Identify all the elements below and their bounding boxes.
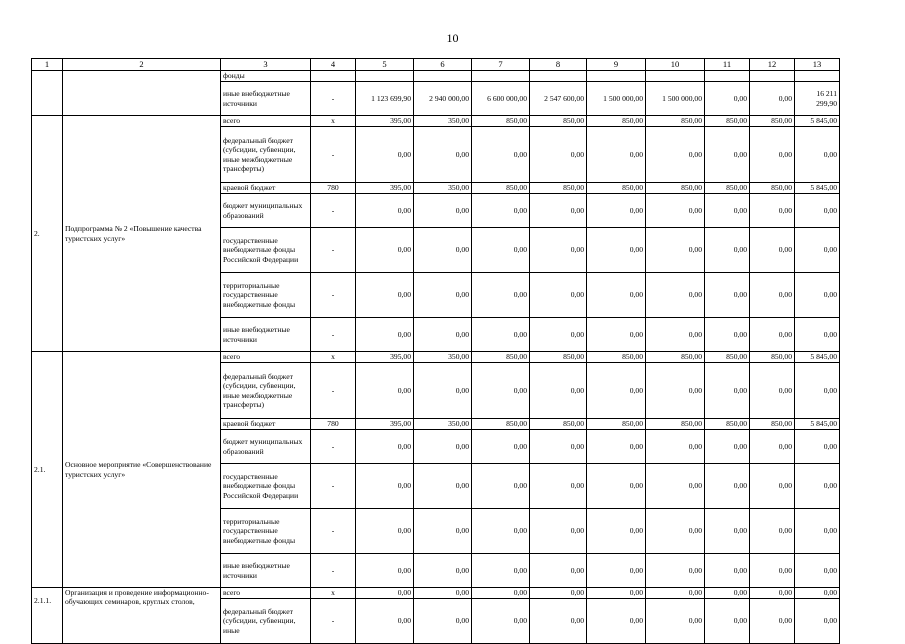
amount-cell: 0,00 <box>472 554 530 588</box>
amount-cell: 850,00 <box>750 352 795 363</box>
col-4-code: - <box>311 554 356 588</box>
amount-cell: 850,00 <box>646 116 705 127</box>
amount-cell: 0,00 <box>530 554 587 588</box>
amount-cell: 0,00 <box>472 228 530 273</box>
col-4-code: - <box>311 82 356 116</box>
col-4-code <box>311 71 356 82</box>
amount-cell: 0,00 <box>587 509 646 554</box>
amount-cell: 850,00 <box>705 116 750 127</box>
amount-cell: 0,00 <box>705 318 750 352</box>
amount-cell: 0,00 <box>587 430 646 464</box>
continued-name-cell <box>63 71 221 116</box>
amount-cell: 0,00 <box>472 194 530 228</box>
column-header-3: 3 <box>221 59 311 71</box>
col-4-code: - <box>311 194 356 228</box>
amount-cell: 0,00 <box>795 599 840 644</box>
amount-cell: 0,00 <box>705 228 750 273</box>
amount-cell: 1 500 000,00 <box>587 82 646 116</box>
amount-cell: 0,00 <box>795 318 840 352</box>
col-4-code: x <box>311 352 356 363</box>
amount-cell <box>414 71 472 82</box>
amount-cell: 6 600 000,00 <box>472 82 530 116</box>
amount-cell: 0,00 <box>356 588 414 599</box>
amount-cell: 0,00 <box>795 273 840 318</box>
funding-source: иные внебюджетные источники <box>221 554 311 588</box>
funding-source: территориальные государственные внебюджетные фонды <box>221 509 311 554</box>
amount-cell: 0,00 <box>750 273 795 318</box>
amount-cell: 0,00 <box>472 127 530 183</box>
funding-source: территориальные государственные внебюджетные фонды <box>221 273 311 318</box>
amount-cell: 0,00 <box>414 464 472 509</box>
amount-cell: 0,00 <box>750 194 795 228</box>
funding-source: бюджет муниципальных образований <box>221 430 311 464</box>
amount-cell: 1 123 699,90 <box>356 82 414 116</box>
column-header-6: 6 <box>414 59 472 71</box>
amount-cell: 0,00 <box>530 363 587 419</box>
amount-cell: 850,00 <box>705 183 750 194</box>
amount-cell: 0,00 <box>795 464 840 509</box>
funding-source: краевой бюджет <box>221 419 311 430</box>
amount-cell: 0,00 <box>705 363 750 419</box>
amount-cell: 0,00 <box>705 509 750 554</box>
item-name: Организация и проведение информационно-обучающих семинаров, круглых столов, <box>63 588 221 644</box>
amount-cell: 0,00 <box>414 430 472 464</box>
column-header-5: 5 <box>356 59 414 71</box>
item-name: Подпрограмма № 2 «Повышение качества туристских услуг» <box>63 116 221 352</box>
amount-cell: 0,00 <box>646 273 705 318</box>
amount-cell: 0,00 <box>646 464 705 509</box>
amount-cell: 2 940 000,00 <box>414 82 472 116</box>
col-4-code: 780 <box>311 183 356 194</box>
amount-cell: 0,00 <box>705 127 750 183</box>
amount-cell: 0,00 <box>795 194 840 228</box>
amount-cell: 0,00 <box>530 273 587 318</box>
amount-cell: 0,00 <box>472 509 530 554</box>
col-4-code: - <box>311 273 356 318</box>
amount-cell: 850,00 <box>646 183 705 194</box>
amount-cell: 0,00 <box>705 588 750 599</box>
amount-cell: 395,00 <box>356 183 414 194</box>
amount-cell: 395,00 <box>356 352 414 363</box>
amount-cell: 0,00 <box>750 430 795 464</box>
amount-cell: 0,00 <box>705 599 750 644</box>
funding-source: государственные внебюджетные фонды Российской Федерации <box>221 464 311 509</box>
amount-cell: 350,00 <box>414 352 472 363</box>
amount-cell: 0,00 <box>646 194 705 228</box>
amount-cell: 850,00 <box>587 352 646 363</box>
amount-cell: 350,00 <box>414 116 472 127</box>
amount-cell: 0,00 <box>472 464 530 509</box>
amount-cell: 0,00 <box>414 599 472 644</box>
budget-table <box>31 58 840 644</box>
amount-cell: 850,00 <box>705 419 750 430</box>
funding-source: всего <box>221 352 311 363</box>
table-row <box>32 71 840 82</box>
amount-cell: 850,00 <box>472 183 530 194</box>
amount-cell: 0,00 <box>750 127 795 183</box>
amount-cell <box>795 71 840 82</box>
amount-cell: 350,00 <box>414 419 472 430</box>
amount-cell <box>646 71 705 82</box>
amount-cell: 0,00 <box>356 509 414 554</box>
col-4-code: x <box>311 116 356 127</box>
funding-source: федеральный бюджет (субсидии, субвенции, иные <box>221 599 311 644</box>
amount-cell: 0,00 <box>356 228 414 273</box>
amount-cell: 0,00 <box>795 363 840 419</box>
funding-source: фонды <box>221 71 311 82</box>
amount-cell: 2 547 600,00 <box>530 82 587 116</box>
amount-cell: 0,00 <box>587 554 646 588</box>
amount-cell <box>530 71 587 82</box>
amount-cell: 850,00 <box>472 352 530 363</box>
amount-cell: 0,00 <box>750 599 795 644</box>
amount-cell: 0,00 <box>705 430 750 464</box>
amount-cell <box>472 71 530 82</box>
funding-source: федеральный бюджет (субсидии, субвенции, иные межбюджетные трансферты) <box>221 363 311 419</box>
amount-cell: 0,00 <box>356 127 414 183</box>
amount-cell: 0,00 <box>414 228 472 273</box>
amount-cell: 395,00 <box>356 419 414 430</box>
amount-cell: 0,00 <box>705 82 750 116</box>
amount-cell: 0,00 <box>356 430 414 464</box>
col-4-code: x <box>311 588 356 599</box>
amount-cell: 0,00 <box>587 228 646 273</box>
amount-cell: 0,00 <box>414 127 472 183</box>
col-4-code: - <box>311 430 356 464</box>
amount-cell: 0,00 <box>414 318 472 352</box>
amount-cell: 0,00 <box>750 464 795 509</box>
amount-cell: 0,00 <box>795 228 840 273</box>
amount-cell: 0,00 <box>356 318 414 352</box>
header-row <box>32 59 840 71</box>
amount-cell: 0,00 <box>705 273 750 318</box>
column-header-4: 4 <box>311 59 356 71</box>
column-header-13: 13 <box>795 59 840 71</box>
amount-cell: 0,00 <box>587 588 646 599</box>
amount-cell: 0,00 <box>587 194 646 228</box>
amount-cell: 850,00 <box>750 419 795 430</box>
amount-cell: 0,00 <box>356 194 414 228</box>
amount-cell: 850,00 <box>530 419 587 430</box>
funding-source: иные внебюджетные источники <box>221 82 311 116</box>
table-row <box>32 116 840 127</box>
amount-cell: 0,00 <box>705 464 750 509</box>
column-header-10: 10 <box>646 59 705 71</box>
amount-cell: 850,00 <box>530 352 587 363</box>
amount-cell: 0,00 <box>356 554 414 588</box>
funding-source: всего <box>221 116 311 127</box>
amount-cell: 0,00 <box>414 194 472 228</box>
amount-cell: 0,00 <box>750 228 795 273</box>
amount-cell: 16 211 299,90 <box>795 82 840 116</box>
item-code: 2. <box>32 116 63 352</box>
column-header-7: 7 <box>472 59 530 71</box>
amount-cell: 0,00 <box>472 588 530 599</box>
amount-cell: 0,00 <box>705 554 750 588</box>
amount-cell: 0,00 <box>472 599 530 644</box>
amount-cell: 0,00 <box>414 273 472 318</box>
table-row <box>32 588 840 599</box>
amount-cell: 0,00 <box>530 127 587 183</box>
continued-code-cell <box>32 71 63 116</box>
amount-cell: 0,00 <box>646 318 705 352</box>
amount-cell: 0,00 <box>795 588 840 599</box>
item-code: 2.1.1. <box>32 588 63 644</box>
amount-cell: 0,00 <box>587 599 646 644</box>
amount-cell: 850,00 <box>587 116 646 127</box>
amount-cell: 0,00 <box>530 509 587 554</box>
amount-cell: 850,00 <box>750 116 795 127</box>
col-4-code: - <box>311 599 356 644</box>
amount-cell: 850,00 <box>646 419 705 430</box>
amount-cell: 5 845,00 <box>795 352 840 363</box>
column-header-12: 12 <box>750 59 795 71</box>
funding-source: краевой бюджет <box>221 183 311 194</box>
amount-cell: 0,00 <box>646 127 705 183</box>
amount-cell: 0,00 <box>646 599 705 644</box>
amount-cell: 0,00 <box>530 430 587 464</box>
amount-cell: 0,00 <box>646 588 705 599</box>
amount-cell: 0,00 <box>750 554 795 588</box>
amount-cell: 850,00 <box>705 352 750 363</box>
amount-cell: 0,00 <box>530 588 587 599</box>
amount-cell: 5 845,00 <box>795 116 840 127</box>
amount-cell: 395,00 <box>356 116 414 127</box>
amount-cell: 5 845,00 <box>795 183 840 194</box>
amount-cell: 0,00 <box>414 509 472 554</box>
amount-cell <box>705 71 750 82</box>
amount-cell: 850,00 <box>530 116 587 127</box>
column-header-9: 9 <box>587 59 646 71</box>
amount-cell: 0,00 <box>646 509 705 554</box>
amount-cell: 0,00 <box>646 363 705 419</box>
amount-cell: 850,00 <box>587 419 646 430</box>
amount-cell: 0,00 <box>795 554 840 588</box>
col-4-code: - <box>311 127 356 183</box>
table-row <box>32 352 840 363</box>
item-name: Основное мероприятие «Совершенствование туристских услуг» <box>63 352 221 588</box>
amount-cell: 0,00 <box>530 318 587 352</box>
column-header-2: 2 <box>63 59 221 71</box>
amount-cell: 0,00 <box>414 588 472 599</box>
funding-source: государственные внебюджетные фонды Российской Федерации <box>221 228 311 273</box>
amount-cell: 0,00 <box>646 228 705 273</box>
amount-cell: 0,00 <box>795 430 840 464</box>
amount-cell: 850,00 <box>750 183 795 194</box>
amount-cell: 0,00 <box>587 273 646 318</box>
funding-source: всего <box>221 588 311 599</box>
col-4-code: - <box>311 464 356 509</box>
amount-cell: 0,00 <box>646 554 705 588</box>
col-4-code: - <box>311 363 356 419</box>
amount-cell: 0,00 <box>530 599 587 644</box>
column-header-8: 8 <box>530 59 587 71</box>
amount-cell <box>356 71 414 82</box>
amount-cell: 0,00 <box>587 127 646 183</box>
amount-cell: 0,00 <box>530 228 587 273</box>
amount-cell: 850,00 <box>472 116 530 127</box>
amount-cell: 0,00 <box>750 318 795 352</box>
funding-source: бюджет муниципальных образований <box>221 194 311 228</box>
col-4-code: - <box>311 228 356 273</box>
item-code: 2.1. <box>32 352 63 588</box>
amount-cell: 0,00 <box>356 273 414 318</box>
amount-cell: 350,00 <box>414 183 472 194</box>
amount-cell: 0,00 <box>750 588 795 599</box>
amount-cell: 0,00 <box>750 509 795 554</box>
page-number: 10 <box>446 31 459 45</box>
amount-cell: 0,00 <box>646 430 705 464</box>
funding-source: иные внебюджетные источники <box>221 318 311 352</box>
amount-cell: 1 500 000,00 <box>646 82 705 116</box>
amount-cell: 0,00 <box>472 273 530 318</box>
column-header-1: 1 <box>32 59 63 71</box>
amount-cell: 0,00 <box>356 464 414 509</box>
amount-cell: 850,00 <box>530 183 587 194</box>
funding-source: федеральный бюджет (субсидии, субвенции, иные межбюджетные трансферты) <box>221 127 311 183</box>
amount-cell: 0,00 <box>795 509 840 554</box>
amount-cell: 0,00 <box>472 430 530 464</box>
amount-cell: 0,00 <box>472 318 530 352</box>
amount-cell: 850,00 <box>587 183 646 194</box>
amount-cell: 0,00 <box>587 318 646 352</box>
amount-cell: 0,00 <box>795 127 840 183</box>
amount-cell: 0,00 <box>530 464 587 509</box>
amount-cell: 5 845,00 <box>795 419 840 430</box>
amount-cell: 0,00 <box>356 363 414 419</box>
amount-cell <box>587 71 646 82</box>
amount-cell: 0,00 <box>750 82 795 116</box>
column-header-11: 11 <box>705 59 750 71</box>
amount-cell: 0,00 <box>414 554 472 588</box>
col-4-code: - <box>311 509 356 554</box>
amount-cell: 0,00 <box>530 194 587 228</box>
amount-cell: 0,00 <box>705 194 750 228</box>
amount-cell: 0,00 <box>587 363 646 419</box>
amount-cell: 0,00 <box>414 363 472 419</box>
col-4-code: - <box>311 318 356 352</box>
amount-cell: 0,00 <box>356 599 414 644</box>
col-4-code: 780 <box>311 419 356 430</box>
amount-cell: 850,00 <box>472 419 530 430</box>
amount-cell: 0,00 <box>587 464 646 509</box>
amount-cell: 850,00 <box>646 352 705 363</box>
amount-cell: 0,00 <box>472 363 530 419</box>
amount-cell: 0,00 <box>750 363 795 419</box>
amount-cell <box>750 71 795 82</box>
